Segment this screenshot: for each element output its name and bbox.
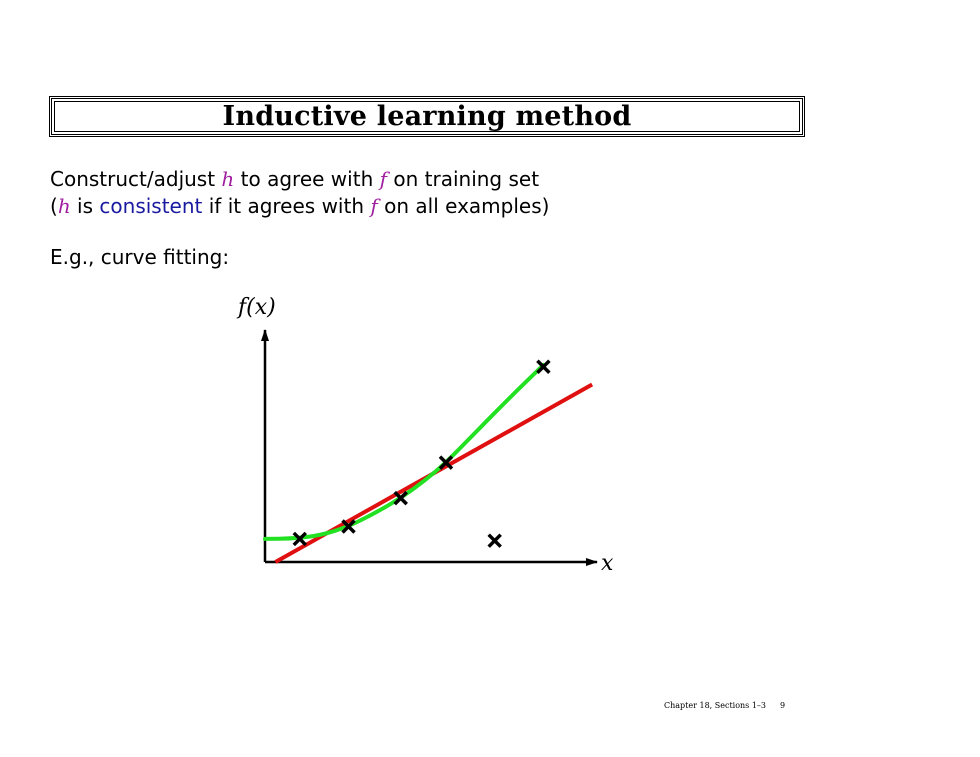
text-fragment: on all examples) (377, 194, 550, 218)
math-var-h: h (221, 167, 235, 191)
text-fragment: ( (50, 194, 58, 218)
points-layer (294, 361, 550, 547)
text-line-example: E.g., curve fitting: (50, 245, 230, 269)
footer-page-number: 9 (780, 701, 786, 710)
footer-chapter: Chapter 18, Sections 1–3 (664, 701, 767, 710)
text-fragment: Construct/adjust (50, 167, 222, 191)
slide-title: Inductive learning method (222, 101, 632, 132)
series-layer (265, 365, 592, 562)
slide-footer (664, 701, 785, 710)
text-fragment: on training set (387, 167, 540, 191)
text-fragment: is (70, 194, 100, 218)
x-axis-label: x (601, 551, 614, 576)
term-consistent: consistent (99, 194, 203, 218)
y-axis-label: f(x) (238, 295, 276, 320)
polynomial-fit-curve (265, 365, 543, 539)
text-fragment: if it agrees with (202, 194, 371, 218)
math-var-f: f (379, 167, 388, 191)
math-var-h: h (57, 194, 71, 218)
math-var-f: f (370, 194, 378, 218)
data-point-x-marker (489, 535, 501, 547)
text-fragment: to agree with (234, 167, 380, 191)
